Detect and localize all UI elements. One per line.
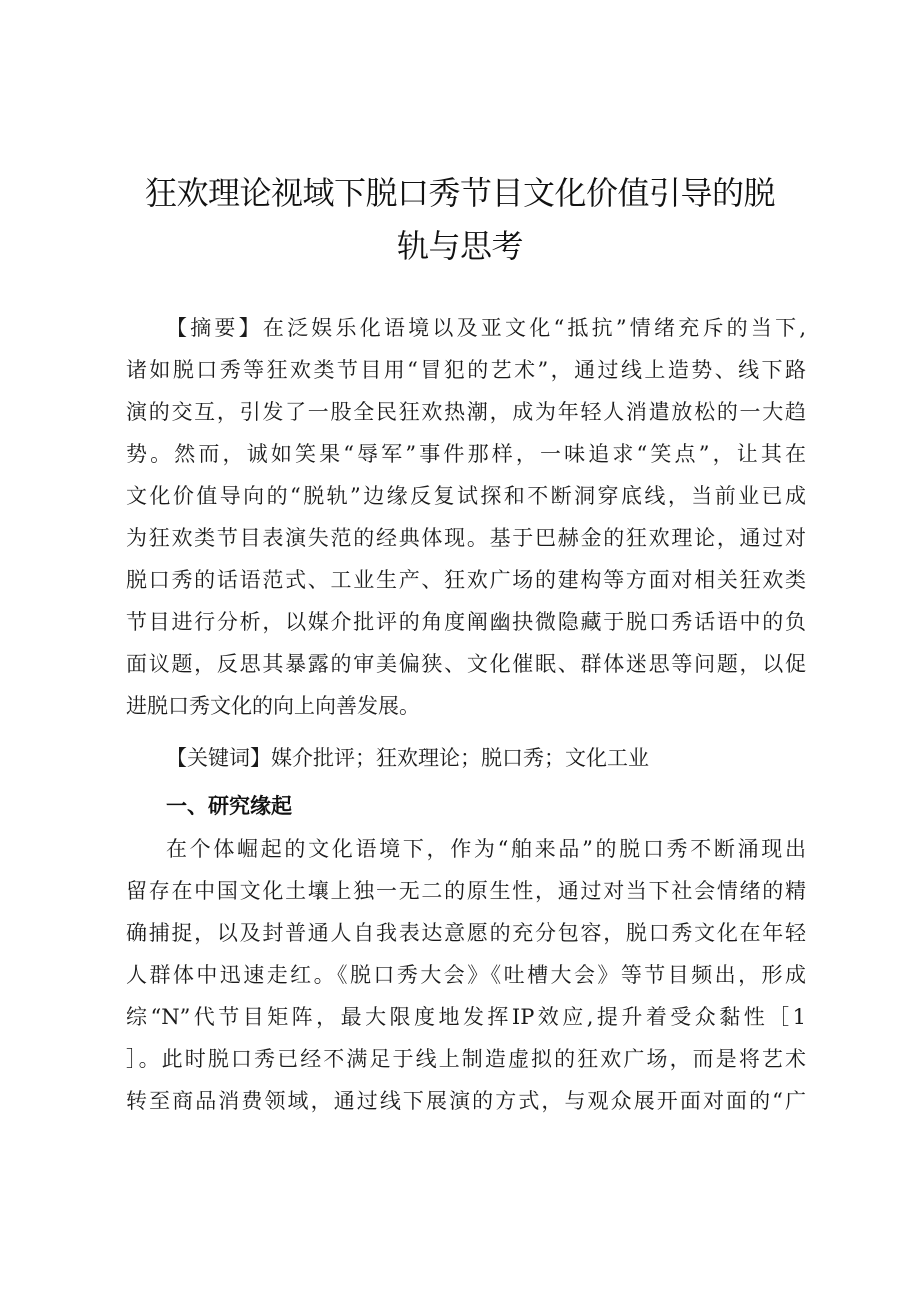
abstract-line: 演的交互，引发了一股全民狂欢热潮，成为年轻人消遣放松的一大趋 bbox=[126, 400, 806, 424]
body-line: 转至商品消费领域，通过线下展演的方式，与观众展开面对面的“广 bbox=[126, 1089, 806, 1113]
abstract-line: 脱口秀的话语范式、工业生产、狂欢广场的建构等方面对相关狂欢类 bbox=[126, 568, 806, 592]
body-line: 综“N”代节目矩阵，最大限度地发挥IP效应,提升着受众黏性［1 bbox=[126, 1005, 806, 1029]
body-line: 在个体崛起的文化语境下，作为“舶来品”的脱口秀不断涌现出 bbox=[166, 837, 806, 861]
abstract-line: 进脱口秀文化的向上向善发展。 bbox=[126, 694, 420, 718]
body-line: 人群体中迅速走红。《脱口秀大会》《吐槽大会》等节目频出，形成 bbox=[126, 963, 806, 987]
abstract-line: 面议题，反思其暴露的审美偏狭、文化催眠、群体迷思等问题，以促 bbox=[126, 652, 806, 676]
abstract-line: 节目进行分析，以媒介批评的角度阐幽抉微隐藏于脱口秀话语中的负 bbox=[126, 610, 806, 634]
keywords-line: 【关键词】媒介批评；狂欢理论；脱口秀；文化工业 bbox=[166, 746, 649, 770]
abstract-line: 势。然而，诚如笑果“辱军”事件那样，一味追求“笑点”，让其在 bbox=[126, 442, 806, 466]
document-title-line-2: 轨与思考 bbox=[396, 227, 523, 265]
abstract-line: 为狂欢类节目表演失范的经典体现。基于巴赫金的狂欢理论，通过对 bbox=[126, 526, 806, 550]
body-line: 确捕捉，以及封普通人自我表达意愿的充分包容，脱口秀文化在年轻 bbox=[126, 921, 806, 945]
section-heading: 一、研究缘起 bbox=[166, 794, 292, 818]
document-title-line-1: 狂欢理论视域下脱口秀节目文化价值引导的脱 bbox=[144, 174, 775, 212]
body-line: 留存在中国文化土壤上独一无二的原生性，通过对当下社会情绪的精 bbox=[126, 879, 806, 903]
abstract-line: 诸如脱口秀等狂欢类节目用“冒犯的艺术”，通过线上造势、线下路 bbox=[126, 358, 806, 382]
body-line: ］。此时脱口秀已经不满足于线上制造虚拟的狂欢广场，而是将艺术 bbox=[126, 1047, 806, 1071]
abstract-line: 【摘要】在泛娱乐化语境以及亚文化“抵抗”情绪充斥的当下, bbox=[166, 316, 806, 340]
abstract-line: 文化价值导向的“脱轨”边缘反复试探和不断洞穿底线，当前业已成 bbox=[126, 484, 806, 508]
